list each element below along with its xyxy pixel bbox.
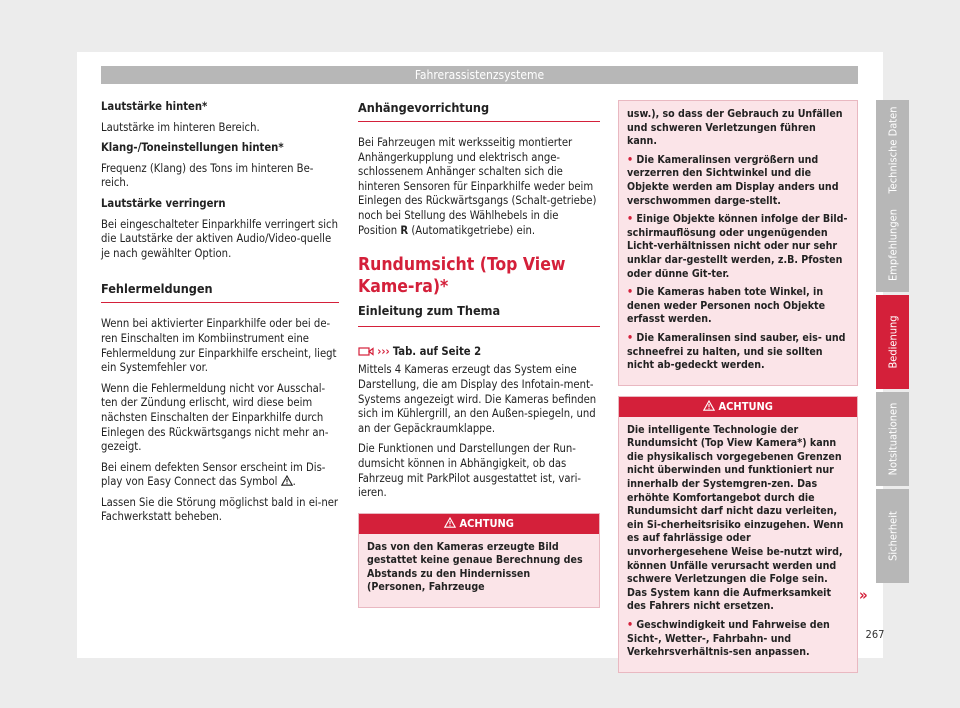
section-error-messages: Fehlermeldungen	[101, 281, 339, 303]
column-3	[618, 100, 858, 673]
crossref-link[interactable]	[358, 345, 600, 360]
warning-triangle-icon	[703, 400, 715, 411]
warning-triangle-icon	[281, 475, 293, 486]
warning-box-2	[618, 396, 858, 673]
tab-sicherheit[interactable]	[876, 489, 909, 583]
title-top-view: Rundumsicht (Top View Kame-ra)*	[358, 255, 566, 298]
text-error-4: Lassen Sie die Störung möglichst bald in ei-ner Fachwerkstatt beheben.	[101, 495, 339, 524]
bullet-text: Die Kameralinsen sind sauber, eis- und schneefrei zu halten, und sie sollten nicht ab-gedeckt werden.	[627, 331, 846, 372]
chapter-header: Fahrerassistenzsysteme	[101, 66, 858, 84]
bullet-text: Die Kameras haben tote Winkel, in denen weder Personen noch Objekte erfasst werden.	[627, 286, 826, 326]
tab-bedienung[interactable]	[876, 295, 909, 389]
warning-body-1	[359, 534, 599, 607]
warning-title-1: ACHTUNG	[459, 516, 514, 530]
warning-bullet-5: • Geschwindigkeit und Fahrweise den Sicht-, Wetter-, Fahrbahn- und Verkehrsverhältnis-sen anpassen.	[627, 619, 830, 659]
tab-label: Technische Daten	[886, 106, 899, 194]
text-cameras: Mittels 4 Kameras erzeugt das System eine Darstellung, die am Display des Infotain-ment-Systems angezeigt wird. Die Kameras befinden sich im Kühlergrill, an den Außen-spiegeln, und an der Gepäckraumklappe.	[358, 363, 597, 435]
page-number: 267	[865, 628, 885, 641]
warning-text-2: Die intelligente Technologie der Rundumsicht (Top View Kamera*) kann die physikalisch vorgegebenen Grenzen nicht überwinden und funktioniert nur innerhalb der Systemgren-zen. Das erhöhte Komfortangebot durch die Rundumsicht darf nicht dazu verleiten, ein Si-cherheitsrisiko einzugehen. Wenn es auf fahrlässige oder unvorhergesehene Weise be-nutzt wird, können Unfälle verursacht werden und schwere Verletzungen die Folge sein. Das System kann die Aufmerksamkeit des Fahrers nicht ersetzen.	[627, 423, 844, 613]
warning-box-1	[358, 513, 600, 608]
tab-technische-daten[interactable]	[876, 100, 909, 200]
tab-notsituationen[interactable]	[876, 392, 909, 486]
text-error-2: Wenn die Fehlermeldung nicht vor Ausschal-ten der Zündung erlischt, wird diese beim nächsten Einschalten der Einparkhilfe durch Einlegen des Rückwärtsgangs nicht mehr an-gezeigt.	[101, 381, 329, 454]
text-towing-gear: R	[400, 223, 409, 237]
tab-empfehlungen[interactable]	[876, 198, 909, 292]
text-towing-end: (Automatikgetriebe) ein.	[411, 223, 536, 237]
text-towing-main: Bei Fahrzeugen mit werksseitig montierter Anhängerkupplung und elektrisch ange-schlossenem Anhänger schalten sich die hinteren Sensoren für Einparkhilfe weder beim Einlegen des Rückwärtsgangs (Schalt-getriebe) noch bei Stellung des Wählhebels in die Position	[358, 136, 597, 237]
continue-arrow-icon: »	[859, 586, 868, 604]
warning-bullet-2: • Einige Objekte können infolge der Bild-schirmauflösung oder ungenügenden Licht-verhältnissen nicht oder nur sehr unklar dar-gestellt werden, z.B. Pfosten oder dünne Git-ter.	[627, 213, 848, 280]
warning-text-1: Das von den Kameras erzeugte Bild gestattet keine genaue Berechnung des Abstands zu den Hindernissen (Personen, Fahrzeuge	[367, 540, 583, 594]
text-error-3-main: Bei einem defekten Sensor erscheint im Dis-play von Easy Connect das Symbol	[101, 460, 326, 489]
warning-title-2: ACHTUNG	[718, 399, 773, 413]
tab-label: Empfehlungen	[886, 209, 899, 281]
warning-bullet-1: • Die Kameralinsen vergrößern und verzerren den Sichtwinkel und die Objekte werden am Display anders und verschwommen darge-stellt.	[627, 153, 839, 207]
heading-volume-rear: Lautstärke hinten*	[101, 100, 208, 113]
warning-body-continued	[619, 101, 857, 385]
heading-volume-reduce: Lautstärke verringern	[101, 196, 226, 210]
warning-bullet-4: • Die Kameralinsen sind sauber, eis- und schneefrei zu halten, und sie sollten nicht ab-gedeckt werden.	[627, 331, 846, 372]
video-icon	[358, 346, 374, 356]
bullet-text: Die Kameralinsen vergrößern und verzerren den Sichtwinkel und die Objekte werden am Display anders und verschwommen darge-stellt.	[627, 153, 839, 207]
heading-sound-rear: Klang-/Toneinstellungen hinten*	[101, 141, 284, 155]
tab-label: Notsituationen	[886, 402, 899, 476]
column-1	[101, 100, 339, 531]
warning-body-2	[619, 417, 857, 672]
crossref-arrow-icon: ›››	[377, 344, 390, 358]
text-volume-rear: Lautstärke im hinteren Bereich.	[101, 120, 260, 134]
tab-label: Sicherheit	[886, 511, 899, 561]
warning-box-continued	[618, 100, 858, 386]
bullet-text: Geschwindigkeit und Fahrweise den Sicht-, Wetter-, Fahrbahn- und Verkehrsverhältnis-sen anpassen.	[627, 619, 830, 659]
tab-label: Bedienung	[886, 315, 899, 369]
bullet-text: Einige Objekte können infolge der Bild-schirmauflösung oder ungenügenden Licht-verhältnissen nicht oder nur sehr unklar dar-gestellt werden, z.B. Pfosten oder dünne Git-ter.	[627, 213, 848, 280]
text-error-3-end: .	[292, 475, 296, 489]
text-volume-reduce: Bei eingeschalteter Einparkhilfe verringert sich die Lautstärke der aktiven Audio/Video-quelle je nach gewählter Option.	[101, 217, 338, 260]
section-towing: Anhängevorrichtung	[358, 100, 600, 122]
warning-bullet-3: • Die Kameras haben tote Winkel, in denen weder Personen noch Objekte erfasst werden.	[627, 286, 826, 326]
warning-triangle-icon	[444, 517, 456, 528]
text-sound-rear: Frequenz (Klang) des Tons im hinteren Be-reich.	[101, 161, 314, 190]
text-error-1: Wenn bei aktivierter Einparkhilfe oder bei de-ren Einschalten im Kombiinstrument eine Fehlermeldung zur Einparkhilfe erscheint, liegt ein Systemfehler vor.	[101, 317, 337, 375]
crossref-text: Tab. auf Seite 2	[392, 344, 482, 358]
subtitle-intro: Einleitung zum Thema	[358, 304, 600, 327]
warning-header-1	[359, 514, 599, 534]
text-towing	[358, 136, 600, 238]
text-functions: Die Funktionen und Darstellungen der Run-dumsicht können in Abhängigkeit, ob das Fahrzeug mit ParkPilot ausgestattet ist, vari-ieren.	[358, 442, 582, 500]
text-error-3	[101, 461, 339, 490]
warning-continued-text: usw.), so dass der Gebrauch zu Unfällen und schweren Verletzungen führen kann.	[627, 108, 843, 148]
warning-header-2	[619, 397, 857, 417]
column-2	[358, 100, 600, 608]
